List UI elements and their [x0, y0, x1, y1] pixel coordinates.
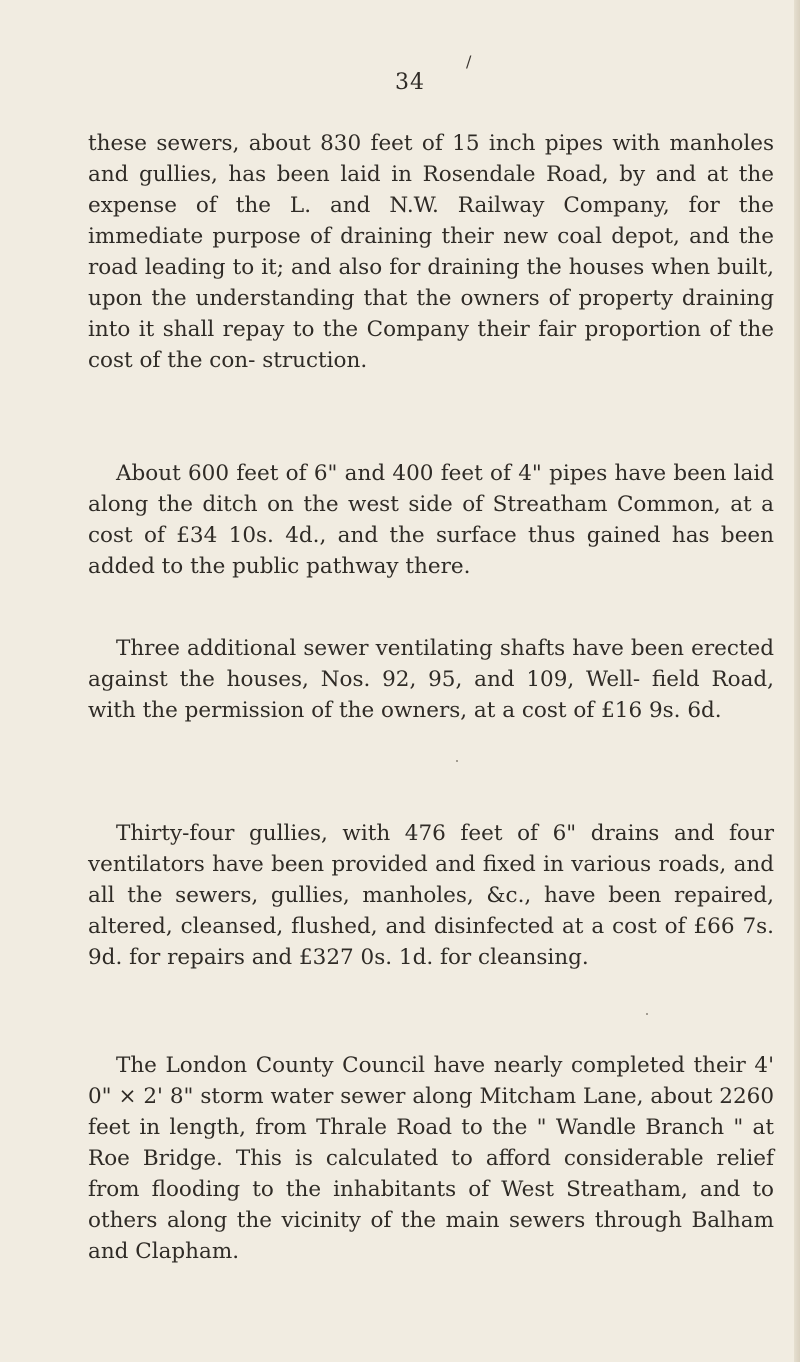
paragraph-london-county-council-sewer: The London County Council have nearly completed their 4' 0" × 2' 8" storm water sewer along Mitcham Lane, about 2260 feet in length, from Thrale Road to the " Wandle Branch " at Roe Bridge. This is calculated to afford considerable relief from flooding to the inhabitants of West Streatham, and to others along the vicinity of the main sewers through Balham and Clapham. [88, 1053, 774, 1264]
tick-mark: / [466, 52, 472, 71]
paragraph-streatham-common-pipes: About 600 feet of 6" and 400 feet of 4" pipes have been laid along the ditch on the west side of Streatham Common, at a cost of £34 10s. 4d., and the surface thus gained has been added to the public pathway there. [88, 461, 774, 579]
page-number: 34 [395, 70, 425, 95]
paragraph-gullies-and-cleansing: Thirty-four gullies, with 476 feet of 6" drains and four ventilators have been provided and fixed in various roads, and all the sewers, gullies, manholes, &c., have been repaired, altered, cleansed, flushed, and disinfected at a cost of £66 7s. 9d. for repairs and £327 0s. 1d. for cleansing. [88, 821, 774, 970]
paper-speck [456, 760, 458, 762]
paper-speck [646, 1013, 648, 1015]
page-edge [794, 0, 800, 1362]
paragraph-ventilating-shafts: Three additional sewer ventilating shafts have been erected against the houses, Nos. 92, 95, and 109, Well- field Road, with the permission of the owners, at a cost of £16 9s. 6d. [88, 636, 774, 723]
paragraph-sewers-rosendale-road: these sewers, about 830 feet of 15 inch pipes with manholes and gullies, has been laid in Rosendale Road, by and at the expense of the L. and N.W. Railway Company, for the immediate purpose of draining their new coal depot, and the road leading to it; and also for draining the houses when built, upon the understanding that the owners of property draining into it shall repay to the Company their fair proportion of the cost of the con- struction. [88, 131, 774, 373]
